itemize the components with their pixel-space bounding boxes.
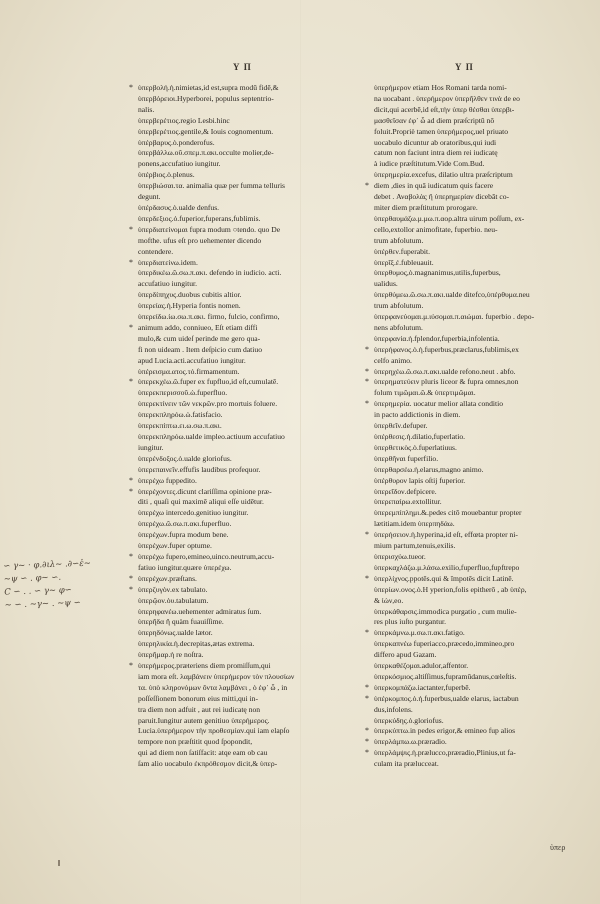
- asterisk-marker: *: [129, 377, 133, 387]
- dictionary-line: [374, 356, 584, 367]
- dictionary-line: [374, 759, 584, 770]
- dictionary-line-text: ὑπερθετικὸς.ὁ.fuperlatiuus.: [374, 442, 457, 452]
- dictionary-line: [138, 127, 343, 138]
- asterisk-marker: *: [129, 661, 133, 671]
- dictionary-line-text: fi non uideam . Item deſpicio cum datiuo: [138, 344, 262, 354]
- dictionary-line-text: ὑπέρβιος.ὁ.plenus.: [138, 170, 195, 180]
- dictionary-line-text: iungitur.: [138, 442, 164, 452]
- dictionary-line: [374, 203, 584, 214]
- dictionary-line-text: ὑπερθαρσέω.ἡ.elarus,magno animo.: [374, 464, 484, 474]
- dictionary-line-text: ὑπερθεῖν.defuper.: [374, 421, 428, 431]
- dictionary-line: [138, 356, 343, 367]
- dictionary-line-text: cello,extollor animofitate, fuperbio. neu-: [374, 224, 498, 234]
- dictionary-line-text: catum non faciunt intra diem rei iudicatę: [374, 148, 498, 158]
- dictionary-line: [138, 399, 343, 410]
- dictionary-line: [374, 290, 584, 301]
- right-column: [365, 83, 584, 770]
- dictionary-line-text: τα. ὑπὸ κληρονόμων ὄντα λαμβάνει , ὁ ἐφ᾽ ὧ , in: [138, 682, 288, 692]
- dictionary-line: [129, 322, 343, 334]
- dictionary-line: [138, 105, 343, 116]
- dictionary-line-text: ὑπερισχύω.tueor.: [374, 551, 426, 561]
- dictionary-line: [365, 748, 584, 759]
- dictionary-line-text: ſam alio uocabulo ἐκπρόθεσμον dicit,& ὑπερ-: [138, 759, 278, 769]
- dictionary-line: [374, 410, 584, 421]
- dictionary-line-text: Lucia.ὑπερήμερον τὴν προθεσμίαν.qui iam elapſo: [138, 726, 290, 736]
- dictionary-line: [374, 334, 584, 345]
- dictionary-line: [365, 366, 584, 378]
- dictionary-line-text: qui ad diem non ſatiſfacit: atqe eam ob cau: [138, 748, 268, 758]
- dictionary-line: [129, 83, 343, 94]
- dictionary-line: [138, 497, 343, 508]
- dictionary-line-text: ὑπερζυγὸν.ex tabulato.: [138, 584, 208, 594]
- dictionary-line: [374, 138, 584, 149]
- dictionary-line-text: ὑπερφανεύομαι.μ.ιύσομαι.π.αιώμαι. fuperbio . depo-: [374, 312, 535, 322]
- dictionary-line: [374, 672, 584, 683]
- dictionary-line-text: ὑπερδιατείνομαι fupra modum ○tendo. quo De: [138, 224, 281, 234]
- dictionary-line-text: ualidus.: [374, 279, 398, 289]
- dictionary-line-text: tra diem non adfuit , aut rei iudicatę non: [138, 704, 261, 714]
- dictionary-line: [374, 465, 584, 476]
- dictionary-line-text: debet . Αναβολὰς ἢ ὑπερημερίαν dicebāt co-: [374, 192, 510, 202]
- dictionary-line-text: fatiuo iungitur.quære ὑπερέχω.: [138, 562, 232, 572]
- dictionary-line: [138, 454, 343, 465]
- dictionary-line: [374, 519, 584, 530]
- dictionary-line: [138, 672, 343, 683]
- dictionary-line-text: ὑπερεπαινεῖν.effufis laudibus profequor.: [138, 464, 261, 474]
- dictionary-line-text: ὑπερκαχλάζω.μ.λάσω.exilio,fuperfluo,fupftrepo: [374, 562, 520, 572]
- handwritten-margin-notes: [3, 555, 155, 612]
- dictionary-line: [138, 268, 343, 279]
- dictionary-line-text: ὑπερεῖδον.defpicere.: [374, 486, 437, 496]
- dictionary-line-text: ὑπερκάθαρσις.immodica purgatio , cum mulie-: [374, 606, 517, 616]
- dictionary-line: [374, 585, 584, 596]
- dictionary-line-text: ὑπερθυμος,ὁ.magnanimus,utilis,fuperbus,: [374, 268, 501, 278]
- margin-note-line: ∽ γ~ · φ.∂ιλ~ .∂∽ἐ~: [3, 558, 92, 572]
- dictionary-line-text: trum abfolutum.: [374, 235, 424, 245]
- dictionary-line: [138, 345, 343, 356]
- dictionary-line-text: accufatiuo iungitur.: [138, 279, 198, 289]
- dictionary-line-text: animum addo, conniueo, Eſt etiam diffi: [138, 322, 258, 332]
- margin-note-line: ~ψ ∽ . φ~ ∽.: [3, 572, 62, 585]
- dictionary-line-text: ὑπερῷον.ὁυ.tabulatum.: [138, 595, 209, 605]
- dictionary-line: [365, 693, 584, 705]
- dictionary-line: [138, 247, 343, 258]
- dictionary-line-text: ὑπερῖξ.ἐ.fubleuauit.: [374, 257, 434, 267]
- dictionary-line-text: ὑπερθύμεω.ῶ.σω.π.ακι.ualde ditefco,ὑπέρθυμα.neu: [374, 290, 530, 300]
- page-speck: [58, 860, 60, 866]
- dictionary-line-text: ὑπερημερία. uocatur melior allata conditio: [374, 399, 504, 409]
- running-head-left: Υ Π: [233, 62, 252, 72]
- dictionary-line: [129, 551, 343, 563]
- margin-note-line: Ϲ ∽ . . ∽ γ~ φ∽: [4, 585, 73, 598]
- dictionary-line-text: ὑπερκύπτω.in pedes erigor,& emineo fup alios: [374, 726, 516, 736]
- dictionary-line-text: nens abfolutum.: [374, 322, 423, 332]
- dictionary-line: [138, 214, 343, 225]
- dictionary-line-text: ὑπερκόσμιος.altiſſimus,fupramūdanus,cœleſtis.: [374, 671, 517, 681]
- dictionary-line: [374, 192, 584, 203]
- dictionary-line-text: ὑπερδίπηχυς.duobus cubitis altior.: [138, 290, 242, 300]
- dictionary-line: [138, 159, 343, 170]
- dictionary-line-text: ὑπερηδόνως.ualde lætor.: [138, 628, 213, 638]
- dictionary-line-text: ὑπέρεισμα.ατος.τό.firmamentum.: [138, 366, 240, 376]
- dictionary-line: [374, 170, 584, 181]
- asterisk-marker: *: [365, 748, 369, 758]
- dictionary-line: [138, 519, 343, 530]
- dictionary-line-text: culam ita prælucceat.: [374, 759, 439, 769]
- dictionary-line-text: ὑπερέχω fupero,emineo,uinco.neutrum,accu-: [138, 551, 275, 561]
- dictionary-line-text: ὑπερδεξιος.ὁ.fuperior,fuperans,fublimis.: [138, 213, 261, 223]
- dictionary-line-text: folum τιμῶμαι.ῶ.& ὑπερτιμῶμαι.: [374, 388, 476, 398]
- dictionary-line: [138, 312, 343, 323]
- dictionary-line-text: ὑπερεκπίπτω.ει.ω.σω.π.ακι.: [138, 421, 222, 431]
- dictionary-line-text: ὑπερδικέω.ῶ.σω.π.ακι. defendo in iudicio. acti.: [138, 268, 282, 278]
- dictionary-line: [129, 257, 343, 269]
- dictionary-line-text: ὑπερηχέω.ῶ.σω.π.ακι.ualde refono.neut . abfo.: [374, 366, 516, 376]
- dictionary-line-text: res plus iuſto purgantur.: [374, 617, 446, 627]
- dictionary-line: [365, 530, 584, 541]
- dictionary-line-text: ὑπερηφανέω.uehementer admiratus ſum.: [138, 606, 262, 616]
- dictionary-line-text: tempore non præſtitit quod ſpopondit,: [138, 737, 253, 747]
- asterisk-marker: *: [365, 377, 369, 387]
- dictionary-line: [138, 443, 343, 454]
- dictionary-line-text: degunt.: [138, 192, 161, 202]
- dictionary-line: [374, 487, 584, 498]
- dictionary-line: [374, 716, 584, 727]
- dictionary-line-text: ὑπερεκπληρόω.ualde impleo.actiuum accufatiuo: [138, 432, 285, 441]
- dictionary-line: [138, 694, 343, 705]
- dictionary-line-text: ὑπερήσειον.ἡ.hyperina,id eſt, effœta propter ni-: [374, 530, 518, 540]
- dictionary-line-text: apud Lucia.acti.accufatiuo iungitur.: [138, 355, 246, 365]
- dictionary-line: [374, 443, 584, 454]
- dictionary-line-text: ὑπερεκπληρόω.ὡ.fatisfacio.: [138, 410, 223, 420]
- dictionary-line-text: miter diem præſtitutum prorogare.: [374, 202, 478, 212]
- dictionary-line-text: ὑπερλάμπω.ω.præradio.: [374, 737, 447, 747]
- dictionary-line: [138, 203, 343, 214]
- dictionary-line-text: ὑπέρθυρον lapis oſtij fuperior.: [374, 475, 466, 485]
- dictionary-line: [138, 192, 343, 203]
- dictionary-line: [374, 497, 584, 508]
- dictionary-line: [374, 552, 584, 563]
- dictionary-line: [374, 596, 584, 607]
- dictionary-line: [374, 476, 584, 487]
- dictionary-line: [374, 432, 584, 443]
- asterisk-marker: *: [129, 257, 133, 267]
- dictionary-line: [374, 661, 584, 672]
- dictionary-line: [138, 759, 343, 770]
- dictionary-line: [129, 486, 343, 498]
- dictionary-line-text: diem ,dies in quā iudicatum quis facere: [374, 181, 494, 191]
- asterisk-marker: *: [129, 486, 133, 496]
- dictionary-line: [138, 639, 343, 650]
- catchword: ὑπερ: [550, 843, 566, 852]
- dictionary-line: [138, 170, 343, 181]
- dictionary-line: [129, 573, 343, 585]
- dictionary-line: [129, 377, 343, 388]
- dictionary-line-text: ὑπερβιώσαι.τα. animalia quæ per fumma telluris: [138, 181, 286, 191]
- dictionary-line-text: ὑπερβερέτιος.regio Lesbi.hinc: [138, 115, 230, 125]
- dictionary-line-text: ὑπερφανία.ἡ.fplendor,fuperbia,infolentia.: [374, 333, 500, 343]
- dictionary-line: [365, 682, 584, 694]
- dictionary-line-text: dicit,qui acerbē,id eſt,τὴν ὑπερ θέσθαι ὑπερβι-: [374, 104, 515, 114]
- asterisk-marker: *: [129, 475, 133, 485]
- asterisk-marker: *: [129, 573, 133, 583]
- dictionary-line: [138, 508, 343, 519]
- dictionary-line: [365, 181, 584, 192]
- dictionary-line: [138, 367, 343, 378]
- dictionary-line: [374, 421, 584, 432]
- dictionary-line-text: ὑπερλάμψις.ἡ.prælucco,præradio,Plinius,ut fa-: [374, 748, 516, 758]
- dictionary-line: [374, 258, 584, 269]
- asterisk-marker: *: [365, 573, 369, 583]
- asterisk-marker: *: [365, 530, 369, 540]
- dictionary-line: [374, 225, 584, 236]
- dictionary-line-text: ὑπερίων.ονος.ὁ.H yperion,folis epitherō , ab ὑπὲρ,: [374, 584, 527, 594]
- margin-note-line: ~ ∽ . ~γ~ . ~ψ ∽: [4, 597, 81, 611]
- asterisk-marker: *: [365, 737, 369, 747]
- dictionary-line: [374, 236, 584, 247]
- dictionary-line-text: ὑπερκύδης.ὁ.gloriofus.: [374, 715, 444, 725]
- dictionary-line: [129, 475, 343, 487]
- dictionary-line-text: poſſeſſionem bonorum eius mitti,qui in-: [138, 693, 259, 703]
- dictionary-line-text: ὑπερηλικία.ἡ.decrepitas,ætas extrema.: [138, 639, 255, 649]
- dictionary-line-text: ὑπερεμπίπλημι.&.pedes citō mouebantur propter: [374, 508, 522, 518]
- running-head-right: Υ Π: [455, 62, 474, 72]
- dictionary-line: [365, 628, 584, 639]
- dictionary-line: [365, 726, 584, 737]
- dictionary-line: [374, 301, 584, 312]
- dictionary-line-text: ὑπερέχοντες.dicunt clariſſima opinione præ-: [138, 486, 272, 496]
- dictionary-line: [138, 748, 343, 759]
- dictionary-line-text: mofthe. ufus eſt pro uehementer dicendo: [138, 235, 262, 245]
- dictionary-line: [138, 334, 343, 345]
- dictionary-line: [374, 83, 584, 94]
- dictionary-line: [138, 705, 343, 716]
- dictionary-line-text: ὑπέρβαρυς.ὁ.ponderofus.: [138, 137, 215, 147]
- dictionary-line: [138, 607, 343, 618]
- dictionary-line-text: ὑπερημερία.excefus, dilatio ultra præſcriptum: [374, 170, 513, 180]
- dictionary-line: [365, 344, 584, 356]
- dictionary-line: [138, 388, 343, 399]
- dictionary-line: [138, 148, 343, 159]
- dictionary-line-text: ὑπέρκομπος.ὁ.ἡ.fuperbus,ualde elarus, iactabun: [374, 693, 519, 703]
- dictionary-line-text: na uocabant . ὑπερήμερον ὑπερῆλθεν τινὰ de eo: [374, 93, 520, 103]
- dictionary-line-text: ὑπερκαθέζομαι.adulor,affentor.: [374, 661, 469, 671]
- dictionary-line: [365, 399, 584, 410]
- dictionary-line-text: paruit.Iungitur autem genitiuo ὑπερήμερος.: [138, 715, 270, 725]
- asterisk-marker: *: [365, 682, 369, 692]
- left-column: [129, 83, 343, 770]
- asterisk-marker: *: [365, 181, 369, 191]
- dictionary-line-text: ὑπερθῆναι fuperfilio.: [374, 453, 439, 463]
- dictionary-line: [138, 617, 343, 628]
- dictionary-line-text: nalis.: [138, 104, 155, 114]
- dictionary-line-text: ὑπερένδοξος.ὁ.ualde gloriofus.: [138, 453, 232, 463]
- dictionary-line-text: à iudice præſtitutum.Vide Com.Bud.: [374, 159, 485, 169]
- dictionary-line-text: ὑπερεκπερισσοῦ.ὡ.fuperfluo.: [138, 388, 228, 398]
- asterisk-marker: *: [129, 322, 133, 332]
- dictionary-line: [129, 661, 343, 672]
- dictionary-line: [138, 650, 343, 661]
- dictionary-line: [374, 214, 584, 225]
- dictionary-line-text: trum abfolutum.: [374, 301, 424, 311]
- dictionary-line-text: ὑπερῆμαρ.ἡ re noſtra.: [138, 650, 204, 660]
- dictionary-line-text: ὑπερβόρειοι.Hyperborei, populus septentrio-: [138, 93, 274, 103]
- dictionary-line: [138, 683, 343, 694]
- dictionary-line-text: ὑπερέχω intercedo.genitiuo iungitur.: [138, 508, 249, 518]
- dictionary-line-text: iam mora eſt. λαμβάνειν ὑπερήμερον τὸν πλουσίων: [138, 671, 295, 681]
- asterisk-marker: *: [129, 551, 133, 561]
- dictionary-line-text: ὑπερέχω fuppedito.: [138, 475, 197, 485]
- dictionary-line-text: ὑπερβολή.ἡ.nimietas,id est,supra modū fidē,&: [138, 83, 279, 92]
- dictionary-line: [374, 148, 584, 159]
- dictionary-line-text: ὑπερῆδα ἢ quàm fuauiſſime.: [138, 617, 224, 627]
- dictionary-line-text: ὑπερήμερος.præteriens diem promiſſum,qui: [138, 661, 271, 671]
- dictionary-line-text: ὑπερείας.ἡ.Hyperia fontis nomen.: [138, 301, 241, 311]
- dictionary-line: [138, 596, 343, 607]
- dictionary-line: [374, 279, 584, 290]
- dictionary-line: [374, 705, 584, 716]
- dictionary-line: [374, 607, 584, 618]
- dictionary-line: [374, 650, 584, 661]
- dictionary-line-text: ponens,accufatiuo iungitur.: [138, 159, 221, 169]
- dictionary-line-text: ὑπερβάλλω.οῦ.σπεμ.π.ακι.occulte molier,de-: [138, 148, 274, 158]
- dictionary-line: [129, 224, 343, 236]
- dictionary-line: [138, 410, 343, 421]
- asterisk-marker: *: [365, 628, 369, 638]
- asterisk-marker: *: [365, 726, 369, 736]
- asterisk-marker: *: [129, 224, 133, 234]
- dictionary-line-text: ὑπερβερέτιος.gentile,& Iouis cognomentum.: [138, 126, 274, 136]
- dictionary-line: [138, 279, 343, 290]
- dictionary-line-text: ὑπερήφανος.ὁ.ἡ.fuperbus,præclarus,fublimis,ex: [374, 344, 519, 354]
- dictionary-line-text: ὑπέρθεσις.ἡ.dilatio,fuperlatio.: [374, 432, 466, 441]
- dictionary-line-text: foluit.Propriè tamen ὑπερήμερος,uel priuato: [374, 126, 509, 136]
- dictionary-line-text: in pacto addictionis in diem.: [374, 410, 461, 420]
- dictionary-line: [374, 159, 584, 170]
- dictionary-line-text: ὑπέρθεν.fuperabit.: [374, 246, 431, 256]
- dictionary-line-text: ὑπερκαπνέω fuperiacco,præcedo,immineo,pro: [374, 639, 515, 649]
- dictionary-line-text: differo apud Gazam.: [374, 650, 437, 660]
- dictionary-line-text: ὑπερέχων.fupra modum bene.: [138, 530, 229, 540]
- dictionary-line: [138, 716, 343, 727]
- dictionary-line-text: ὑπερεπαίρω.extollitur.: [374, 497, 442, 507]
- dictionary-line-text: ὑπερκάμνω.μ.σω.π.ακι.fatigo.: [374, 628, 465, 638]
- dictionary-line: [138, 563, 343, 574]
- asterisk-marker: *: [365, 693, 369, 703]
- dictionary-line-text: mium partum,tenuis,exilis.: [374, 541, 456, 551]
- dictionary-line: [138, 628, 343, 639]
- dictionary-line: [374, 323, 584, 334]
- dictionary-line-text: μασθεῖσαν ἐφ᾽ ὧ ad diem præſcriptū nō: [374, 115, 495, 125]
- dictionary-line: [138, 181, 343, 192]
- dictionary-line-text: ὑπερεκχέω.ῶ.fuper ex fupfluo,id eſt,cumulatē.: [138, 377, 279, 387]
- dictionary-line: [138, 726, 343, 737]
- dictionary-line-text: ὑπερείδω.ἰω.σω.π.ακι. firmo, fulcio, confirmo,: [138, 312, 280, 322]
- dictionary-line: [374, 563, 584, 574]
- dictionary-line: [138, 432, 343, 443]
- dictionary-line-text: ὑπερέχων.præſtans.: [138, 573, 197, 583]
- dictionary-line: [138, 737, 343, 748]
- dictionary-line-text: diti , quaſi qui maximē aliqui eſſe uidētur.: [138, 497, 264, 507]
- asterisk-marker: *: [129, 83, 133, 92]
- dictionary-line: [374, 247, 584, 258]
- dictionary-line-text: uocabulo dicuntur ab oratoribus,qui iudi: [374, 137, 497, 147]
- dictionary-line-text: ὑπερηματεύειν pluris liceor & fupra omnes,non: [374, 377, 519, 387]
- dictionary-line: [138, 116, 343, 127]
- dictionary-line: [374, 94, 584, 105]
- dictionary-line: [365, 573, 584, 585]
- dictionary-line: [138, 541, 343, 552]
- dictionary-line: [374, 127, 584, 138]
- dictionary-line: [129, 584, 343, 596]
- asterisk-marker: *: [365, 366, 369, 376]
- dictionary-line-text: ὑπερεκτίνειν τῶν νεκρῶν.pro mortuis foluere.: [138, 399, 278, 409]
- dictionary-line-text: ὑπερέχων.fuper optume.: [138, 541, 212, 551]
- dictionary-line-text: ὑπερδιατείνω.idem.: [138, 257, 198, 267]
- dictionary-line: [374, 312, 584, 323]
- asterisk-marker: *: [365, 399, 369, 409]
- dictionary-line: [138, 290, 343, 301]
- dictionary-line-text: & ἰὼν,eo.: [374, 595, 404, 605]
- dictionary-line-text: celfo animo.: [374, 355, 412, 365]
- dictionary-line: [365, 377, 584, 388]
- dictionary-line: [374, 116, 584, 127]
- dictionary-line: [374, 454, 584, 465]
- dictionary-line: [374, 617, 584, 628]
- dictionary-line-text: ὑπέρδασυς.ὁ.ualde denfus.: [138, 202, 220, 212]
- dictionary-line: [374, 268, 584, 279]
- dictionary-line: [374, 388, 584, 399]
- dictionary-line: [138, 465, 343, 476]
- dictionary-line-text: dus,infolens.: [374, 704, 413, 714]
- asterisk-marker: *: [365, 344, 369, 354]
- dictionary-line-text: ὑπερλίχνος.ppotēs.qui & ĩmpotēs dicit Latinē.: [374, 573, 514, 583]
- dictionary-line: [138, 421, 343, 432]
- dictionary-line-text: contendere.: [138, 246, 174, 256]
- dictionary-line: [138, 138, 343, 149]
- dictionary-line: [374, 105, 584, 116]
- dictionary-line-text: ὑπερθαυμάζω.μ.μω.π.αορ.altra uirum poſſum, ex-: [374, 213, 525, 223]
- dictionary-line: [138, 94, 343, 105]
- dictionary-line-text: ὑπερκομπάζω.iactanter,fuperbē.: [374, 682, 471, 692]
- dictionary-line-text: mulo,& cum uideſ perinde me gero qua-: [138, 333, 261, 343]
- dictionary-line: [374, 639, 584, 650]
- dictionary-line-text: lætitiam.idem ὑπερπηδάω.: [374, 519, 455, 529]
- dictionary-line: [138, 301, 343, 312]
- dictionary-line: [138, 530, 343, 541]
- dictionary-line-text: ὑπερήμερον etiam Hos Romani tarda nomi-: [374, 83, 507, 92]
- dictionary-line: [365, 737, 584, 748]
- dictionary-line: [374, 508, 584, 519]
- dictionary-line: [374, 541, 584, 552]
- dictionary-line-text: ὑπερέχω.ῶ.σω.π.ακι.fuperfluo.: [138, 519, 232, 529]
- asterisk-marker: *: [129, 584, 133, 594]
- dictionary-line: [138, 236, 343, 247]
